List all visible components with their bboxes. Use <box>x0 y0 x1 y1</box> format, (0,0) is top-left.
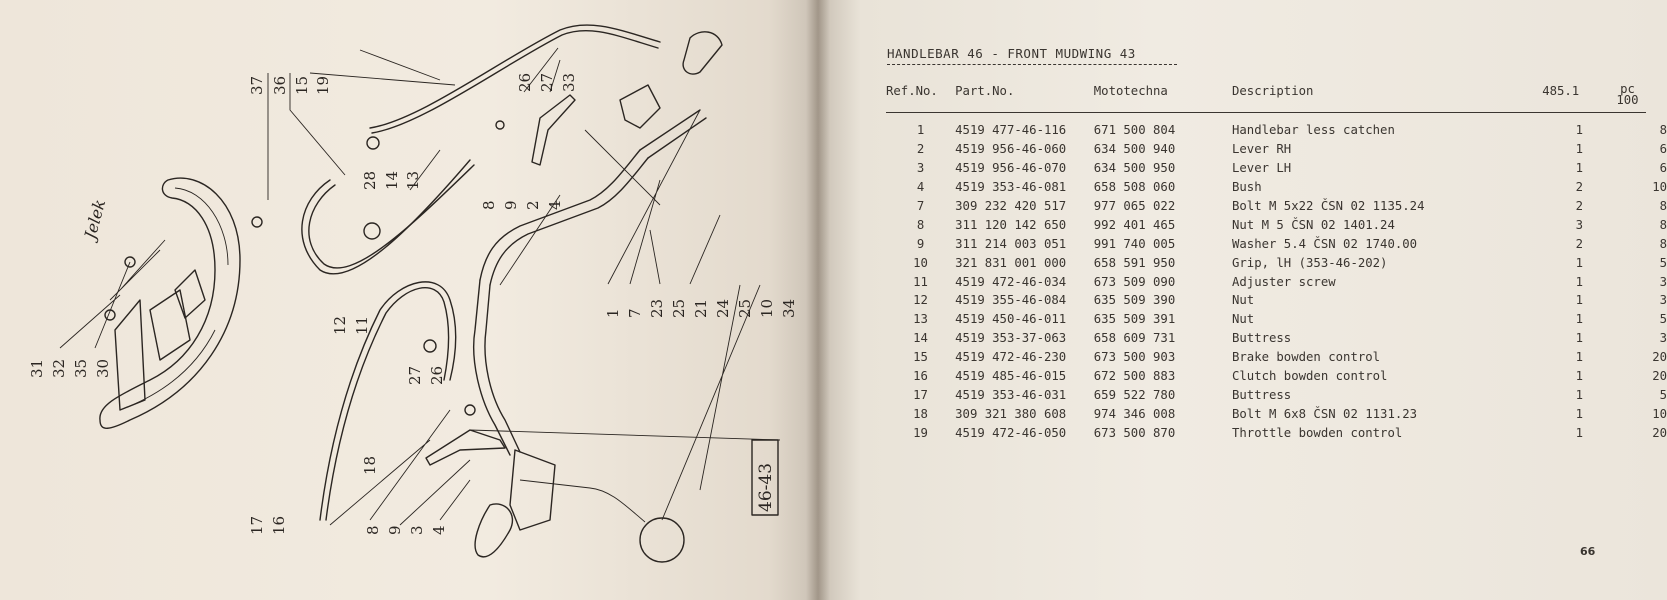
cell-qty: 2 <box>1575 199 1583 213</box>
cell-part-no: 309 232 420 517 <box>955 199 1067 213</box>
title-underline <box>887 64 1177 65</box>
callout-16: 16 <box>270 515 288 535</box>
cell-mototechna: 991 740 005 <box>1093 236 1176 251</box>
cell-mototechna: 659 522 780 <box>1093 387 1176 402</box>
cell-part-no: 4519 472-46-230 <box>955 350 1067 365</box>
cell-mototechna: 671 500 804 <box>1093 123 1176 138</box>
cell-part-no: 4519 472-46-034 <box>955 274 1067 289</box>
cell-pc: 20 <box>1652 425 1667 440</box>
callout-28: 28 <box>361 170 379 190</box>
callout-12: 12 <box>331 315 349 335</box>
cell-part-no: 4519 353-37-063 <box>955 331 1067 346</box>
cell-description: Bolt M 6x8 ČSN 02 1131.23 <box>1231 406 1418 421</box>
callout-3: 3 <box>408 525 426 535</box>
cell-pc: 8 <box>1659 123 1667 138</box>
cell-part-no: 4519 477-46-116 <box>955 123 1067 138</box>
table-row <box>886 423 1667 442</box>
cell-mototechna: 974 346 008 <box>1093 406 1176 421</box>
cell-qty: 1 <box>1575 161 1583 176</box>
cell-mototechna: 977 065 022 <box>1093 199 1176 213</box>
cell-qty: 3 <box>1575 217 1583 232</box>
cell-ref: 2 <box>916 142 925 157</box>
cell-ref: 13 <box>913 312 928 327</box>
header-qty: 485.1 <box>1542 84 1580 98</box>
cell-part-no: 4519 485-46-015 <box>955 369 1067 384</box>
figure-label: 46-43 <box>756 462 776 512</box>
callout-37: 37 <box>248 75 266 95</box>
cell-ref: 18 <box>913 406 928 421</box>
callout-35: 35 <box>72 358 90 378</box>
cell-qty: 1 <box>1575 331 1583 346</box>
table-row <box>886 121 1667 140</box>
cell-description: Buttress <box>1231 331 1292 346</box>
table-row <box>886 329 1667 348</box>
cell-pc: 3 <box>1659 331 1667 346</box>
levers-drawing <box>105 95 575 465</box>
cell-part-no: 321 831 001 000 <box>955 255 1067 270</box>
cell-qty: 1 <box>1575 123 1583 138</box>
exploded-parts-diagram <box>0 0 818 600</box>
cell-pc: 5 <box>1659 255 1667 270</box>
cell-qty: 1 <box>1575 350 1583 365</box>
cell-part-no: 4519 472-46-050 <box>955 425 1067 440</box>
callout-leaders <box>60 48 780 525</box>
callout-34: 34 <box>780 298 798 318</box>
cell-part-no: 309 321 380 608 <box>955 406 1067 421</box>
callout-27b: 27 <box>406 365 424 385</box>
page-number: 66 <box>1580 545 1596 558</box>
cell-description: Brake bowden control <box>1231 350 1381 365</box>
table-row <box>886 253 1667 272</box>
callout-21: 21 <box>692 298 710 318</box>
cell-part-no: 4519 450-46-011 <box>955 312 1067 327</box>
cell-ref: 3 <box>916 161 925 176</box>
cell-mototechna: 658 591 950 <box>1093 255 1176 270</box>
handwritten-note: Jelek <box>80 197 110 242</box>
cell-pc: 20 <box>1652 350 1667 365</box>
parts-table-body <box>886 121 1667 442</box>
cell-ref: 17 <box>913 387 928 402</box>
callout-17: 17 <box>248 515 266 535</box>
cell-pc: 8 <box>1659 199 1667 213</box>
cell-description: Bolt M 5x22 ČSN 02 1135.24 <box>1231 199 1425 213</box>
cell-qty: 1 <box>1575 387 1583 402</box>
cell-mototechna: 635 509 391 <box>1093 312 1176 327</box>
cell-ref: 11 <box>913 274 928 289</box>
table-row <box>886 272 1667 291</box>
cell-mototechna: 634 500 950 <box>1093 161 1176 176</box>
callout-27: 27 <box>538 72 556 92</box>
cell-qty: 2 <box>1575 236 1583 251</box>
cell-pc: 6 <box>1659 161 1667 176</box>
header-rule <box>886 112 1646 113</box>
cell-description: Buttress <box>1231 387 1292 402</box>
callout-25b: 25 <box>736 298 754 318</box>
callout-15: 15 <box>293 75 311 95</box>
cell-pc: 8 <box>1659 236 1667 251</box>
cell-ref: 7 <box>916 199 925 213</box>
header-pc-bottom: 100 <box>1616 93 1639 107</box>
left-page <box>0 0 818 600</box>
callout-26: 26 <box>516 72 534 92</box>
header-description: Description <box>1231 84 1314 98</box>
book-gutter <box>806 0 830 600</box>
cell-pc: 8 <box>1659 217 1667 232</box>
table-row <box>886 348 1667 367</box>
table-row <box>886 159 1667 178</box>
cell-description: Throttle bowden control <box>1231 425 1403 440</box>
header-part-no: Part.No. <box>955 84 1015 98</box>
table-row <box>886 404 1667 423</box>
cell-part-no: 311 120 142 650 <box>955 217 1067 232</box>
table-row <box>886 178 1667 197</box>
bowden-cables-drawing <box>302 25 660 520</box>
page-title: HANDLEBAR 46 - FRONT MUDWING 43 <box>887 46 1136 61</box>
cell-qty: 1 <box>1575 293 1583 308</box>
cell-qty: 2 <box>1575 180 1583 195</box>
callout-31: 31 <box>28 358 46 378</box>
table-row <box>886 385 1667 404</box>
cell-pc: 5 <box>1659 387 1667 402</box>
cell-mototechna: 634 500 940 <box>1093 142 1176 157</box>
cell-description: Nut M 5 ČSN 02 1401.24 <box>1231 217 1395 232</box>
cell-part-no: 4519 956-46-060 <box>955 142 1067 157</box>
cell-ref: 14 <box>913 331 928 346</box>
figure-label-box <box>752 440 778 515</box>
cell-qty: 1 <box>1575 406 1583 421</box>
callout-30: 30 <box>94 358 112 378</box>
handlebar-drawing <box>474 32 722 562</box>
cell-mototechna: 673 509 090 <box>1093 274 1176 289</box>
cell-description: Washer 5.4 ČSN 02 1740.00 <box>1231 236 1418 251</box>
cell-pc: 10 <box>1652 180 1667 195</box>
cell-ref: 9 <box>916 236 925 251</box>
cell-qty: 1 <box>1575 255 1583 270</box>
callout-13: 13 <box>404 170 422 190</box>
cell-pc: 3 <box>1659 293 1667 308</box>
callout-33: 33 <box>560 72 578 92</box>
cell-ref: 12 <box>913 293 928 308</box>
header-pc <box>1616 84 1667 121</box>
callout-36: 36 <box>271 75 289 95</box>
cell-part-no: 4519 956-46-070 <box>955 161 1067 176</box>
cell-description: Lever LH <box>1231 161 1292 176</box>
cell-ref: 19 <box>913 425 928 440</box>
callout-4a: 4 <box>546 200 564 210</box>
header-ref: Ref.No. <box>886 84 938 98</box>
table-header-row <box>886 84 1667 121</box>
callout-24: 24 <box>714 298 732 318</box>
cell-description: Grip, lH (353-46-202) <box>1231 255 1388 270</box>
front-mudwing-drawing <box>100 178 240 428</box>
table-row <box>886 140 1667 159</box>
cell-mototechna: 672 500 883 <box>1093 369 1176 384</box>
cell-qty: 1 <box>1575 274 1583 289</box>
cell-ref: 8 <box>916 217 925 232</box>
parts-table <box>886 84 1667 442</box>
cell-qty: 1 <box>1575 369 1583 384</box>
table-row <box>886 291 1667 310</box>
callout-19: 19 <box>314 75 332 95</box>
cell-qty: 1 <box>1575 312 1583 327</box>
cell-description: Clutch bowden control <box>1231 369 1388 384</box>
cell-part-no: 4519 355-46-084 <box>955 293 1067 308</box>
table-row <box>886 197 1667 216</box>
callout-4b: 4 <box>430 525 448 535</box>
callout-32: 32 <box>50 358 68 378</box>
callout-9b: 9 <box>386 525 404 535</box>
cell-description: Lever RH <box>1231 142 1292 157</box>
cell-description: Adjuster screw <box>1231 274 1336 289</box>
cell-ref: 4 <box>916 180 925 195</box>
callout-10: 10 <box>758 298 776 318</box>
cell-description: Handlebar less catchen <box>1231 123 1395 138</box>
header-pc-top: pc <box>1620 82 1635 96</box>
cell-ref: 15 <box>913 350 928 365</box>
cell-part-no: 311 214 003 051 <box>955 236 1067 251</box>
header-mototechna: Mototechna <box>1093 84 1168 98</box>
cell-mototechna: 658 508 060 <box>1093 180 1176 195</box>
cell-pc: 20 <box>1652 369 1667 384</box>
table-row <box>886 234 1667 253</box>
callout-11: 11 <box>353 315 371 335</box>
cell-pc: 6 <box>1659 142 1667 157</box>
cell-ref: 16 <box>913 369 928 384</box>
cell-pc: 3 <box>1659 274 1667 289</box>
cell-mototechna: 673 500 870 <box>1093 425 1176 440</box>
cell-mototechna: 658 609 731 <box>1093 331 1176 346</box>
cell-ref: 10 <box>913 255 928 270</box>
callout-9a: 9 <box>502 200 520 210</box>
callout-25: 25 <box>670 298 688 318</box>
cell-mototechna: 992 401 465 <box>1093 217 1176 232</box>
cell-pc: 10 <box>1652 406 1667 421</box>
callout-2: 2 <box>524 200 542 210</box>
cell-ref: 1 <box>916 123 925 138</box>
cell-description: Bush <box>1231 180 1262 195</box>
callout-26b: 26 <box>428 365 446 385</box>
cell-qty: 1 <box>1575 142 1583 157</box>
callout-18: 18 <box>361 455 379 475</box>
callout-14: 14 <box>383 170 401 190</box>
cell-description: Nut <box>1231 312 1255 327</box>
callout-7: 7 <box>626 308 644 318</box>
cell-part-no: 4519 353-46-081 <box>955 180 1067 195</box>
table-row <box>886 215 1667 234</box>
table-row <box>886 367 1667 386</box>
callout-23: 23 <box>648 298 666 318</box>
cell-mototechna: 635 509 390 <box>1093 293 1176 308</box>
callout-8b: 8 <box>364 525 382 535</box>
cell-description: Nut <box>1231 293 1255 308</box>
table-row <box>886 310 1667 329</box>
cell-qty: 1 <box>1575 425 1583 440</box>
cell-mototechna: 673 500 903 <box>1093 350 1176 365</box>
cell-part-no: 4519 353-46-031 <box>955 387 1067 402</box>
callout-1: 1 <box>604 308 622 318</box>
callout-8a: 8 <box>480 200 498 210</box>
cell-pc: 5 <box>1659 312 1667 327</box>
